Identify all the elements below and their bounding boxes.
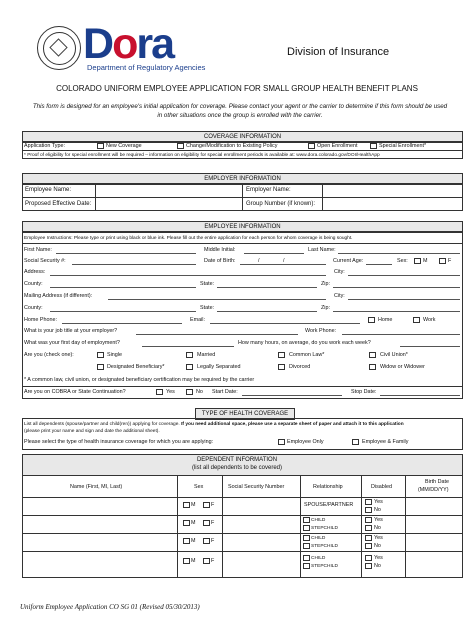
dependent-subheader: (list all dependents to be covered) [191,465,283,471]
col-name: Name (First, MI, Last) [70,484,123,490]
dep3-sex-m-label: M [191,538,196,544]
home-phone-label: Home Phone: [24,317,57,323]
single-label: Single [107,352,122,358]
dependent-header: DEPENDENT INFORMATION [196,457,278,463]
dep3-sex-m-checkbox[interactable] [183,538,190,544]
col-relationship: Relationship [313,484,343,490]
dep3-child-checkbox[interactable] [303,535,310,541]
sex-f-label: F [448,258,452,264]
dep2-stepchild-checkbox[interactable] [303,525,310,531]
dep3-sex-f-checkbox[interactable] [203,538,210,544]
employee-instructions: Employee Instructions: Please type or print using black or blue ink. Please fill out the entire application for each person for whom coverage is being sought. [24,236,353,241]
sex-m-label: M [423,258,428,264]
col-sex: Sex [194,484,204,490]
last-name-label: Last Name: [308,247,336,253]
email-field[interactable] [210,323,360,324]
cobra-no-checkbox[interactable] [186,389,193,395]
employee-name-label: Employee Name: [25,187,72,193]
dep4-child-checkbox[interactable] [303,555,310,561]
employee-header: EMPLOYEE INFORMATION [22,221,463,233]
cobra-yes-label: Yes [166,389,175,395]
zip-label: Zip: [321,281,330,287]
group-number-label: Group Number (if known): [246,201,316,207]
hours-label: How many hours, on average, do you work each week? [238,340,371,346]
mailing-state-field[interactable] [217,311,317,312]
col-ssn: Social Security Number [228,484,285,490]
dep1-disabled-no-checkbox[interactable] [365,507,372,513]
common-law-label: Common Law* [289,352,325,358]
start-date-field[interactable] [242,395,342,396]
common-law-checkbox[interactable] [278,352,285,358]
proposed-effective-date-label: Proposed Effective Date: [25,201,92,207]
dep4-sex-f-checkbox[interactable] [203,558,210,564]
civil-union-label: Civil Union* [380,352,408,358]
stop-date-label: Stop Date: [351,389,377,395]
department-name: Department of Regulatory Agencies [87,63,206,72]
first-name-label: First Name: [24,247,52,253]
list-dependents-text [24,421,404,428]
dob-slash-2: / [283,258,285,264]
city-field[interactable] [348,275,460,276]
address-label: Address: [24,269,46,275]
state-seal [37,26,81,70]
dep4-stepchild-checkbox[interactable] [303,563,310,569]
form-intro [20,102,460,120]
state-field[interactable] [217,287,317,288]
dep1-sex-f-label: F [211,502,215,508]
middle-initial-label: Middle Initial: [204,247,236,253]
new-coverage-label: New Coverage [106,143,142,149]
dep1-relationship: SPOUSE/PARTNER [304,502,354,508]
dep2-child-checkbox[interactable] [303,517,310,523]
form-footer: Uniform Employee Application CO SG 01 (Revised 05/30/2013) [20,603,200,611]
dep2-child-label: CHILD [311,518,326,523]
ssn-field[interactable] [72,264,196,265]
dep1-disabled-yes-checkbox[interactable] [365,499,372,505]
list-dependents-text-2: (please print your name and sign and date the additional sheet). [24,429,160,434]
dep4-sex-m-checkbox[interactable] [183,558,190,564]
group-number-field[interactable] [324,199,461,210]
intro-line-1: This form is designed for an employee's initial application for coverage. Please contact your agent or the carrier to determine if this form should be used [32,103,448,110]
job-title-label: What is your job title at your employer? [24,328,118,334]
dep2-disabled-yes-checkbox[interactable] [365,517,372,523]
employer-header: EMPLOYER INFORMATION [22,173,463,185]
widow-label: Widow or Widower [380,364,425,370]
home-phone-field[interactable] [62,323,182,324]
common-law-note: * A common law, civil union, or designated beneficiary certification may be required by the carrier [24,377,255,383]
new-coverage-checkbox[interactable] [97,143,104,149]
job-title-field[interactable] [136,334,298,335]
dep1-yes-label: Yes [374,499,383,505]
first-name-field[interactable] [56,253,196,254]
dep1-no-label: No [374,507,381,513]
zip-field[interactable] [333,287,460,288]
open-enrollment-checkbox[interactable] [308,143,315,149]
married-checkbox[interactable] [186,352,193,358]
dep3-child-label: CHILD [311,536,326,541]
change-modification-checkbox[interactable] [177,143,184,149]
legally-separated-checkbox[interactable] [186,364,193,370]
dep2-sex-m-label: M [191,520,196,526]
dep4-disabled-no-checkbox[interactable] [365,563,372,569]
city-label: City: [334,269,345,275]
mailing-county-field[interactable] [50,311,196,312]
sex-label: Sex: [397,258,408,264]
dep4-stepchild-label: STEPCHILD [311,564,338,569]
last-name-field[interactable] [338,253,460,254]
employee-only-label: Employee Only [287,439,324,445]
special-enrollment-note: * Proof of eligibility for special enrollment will be required – information on eligibility for special enrollment periods is available at: www.dora.colorado.gov/DOI/HealthApp [24,153,380,158]
ssn-label: Social Security #: [24,258,66,264]
county-field[interactable] [50,287,196,288]
col-disabled: Disabled [371,484,392,490]
divorced-checkbox[interactable] [278,364,285,370]
dep4-child-label: CHILD [311,556,326,561]
health-coverage-header: TYPE OF HEALTH COVERAGE [195,408,295,420]
employee-family-checkbox[interactable] [352,439,359,445]
dora-logo: Dora [83,20,173,68]
employee-section [22,231,463,399]
dep2-no-label: No [374,525,381,531]
employee-family-label: Employee & Family [362,439,409,445]
mailing-county-label: County: [24,305,43,311]
sex-m-checkbox[interactable] [414,258,421,264]
list-dependents-text-b: If you need additional space, please use a separate sheet of paper and attach it to this application [181,422,404,427]
seal-emblem-icon [49,38,67,56]
change-modification-label: Change/Modification to Existing Policy [186,143,278,149]
dep4-yes-label: Yes [374,555,383,561]
current-age-label: Current Age: [333,258,364,264]
dep1-sex-f-checkbox[interactable] [203,502,210,508]
civil-union-checkbox[interactable] [369,352,376,358]
divorced-label: Divorced [289,364,311,370]
dep3-disabled-no-checkbox[interactable] [365,543,372,549]
date-of-birth-label: Date of Birth: [204,258,236,264]
cobra-yes-checkbox[interactable] [156,389,163,395]
mailing-zip-label: Zip: [321,305,330,311]
mailing-address-label: Mailing Address (if different): [24,293,93,299]
coverage-header: COVERAGE INFORMATION [22,131,463,143]
dep4-sex-m-label: M [191,558,196,564]
employer-name-field[interactable] [324,185,461,196]
home-email-checkbox[interactable] [368,317,375,323]
work-email-checkbox[interactable] [413,317,420,323]
county-label: County: [24,281,43,287]
dob-slash-1: / [258,258,260,264]
dep3-no-label: No [374,543,381,549]
single-checkbox[interactable] [97,352,104,358]
cobra-no-label: No [196,389,203,395]
dep1-sex-m-label: M [191,502,196,508]
open-enrollment-label: Open Enrollment [317,143,358,149]
mailing-city-field[interactable] [348,299,460,300]
form-title: COLORADO UNIFORM EMPLOYEE APPLICATION FOR SMALL GROUP HEALTH BENEFIT PLANS [56,84,418,93]
select-coverage-label: Please select the type of health insurance coverage for which you are applying: [24,439,214,445]
dep1-sex-m-checkbox[interactable] [183,502,190,508]
employer-name-label: Employer Name: [246,187,291,193]
dep2-sex-f-checkbox[interactable] [203,520,210,526]
mailing-city-label: City: [334,293,345,299]
work-email-label: Work [423,317,436,323]
employee-name-field[interactable] [97,185,240,196]
legally-separated-label: Legally Separated [197,364,241,370]
employee-only-checkbox[interactable] [278,439,285,445]
dep3-stepchild-label: STEPCHILD [311,544,338,549]
address-field[interactable] [50,275,326,276]
dep2-stepchild-label: STEPCHILD [311,526,338,531]
designated-beneficiary-label: Designated Beneficiary* [107,364,165,370]
first-day-label: What was your first day of employment? [24,340,120,346]
special-enrollment-label: Special Enrollment* [379,143,427,149]
list-dependents-text-a: List all dependents (spouse/partner and child(ren)) applying for coverage. [24,422,180,427]
dep2-disabled-no-checkbox[interactable] [365,525,372,531]
dep4-no-label: No [374,563,381,569]
middle-initial-field[interactable] [244,253,304,254]
widow-checkbox[interactable] [369,364,376,370]
dep2-yes-label: Yes [374,517,383,523]
cobra-label: Are you on COBRA or State Continuation? [24,389,126,395]
hours-field[interactable] [400,346,460,347]
mailing-zip-field[interactable] [333,311,460,312]
intro-line-2: in other situations once the group is enrolled with the carrier. [157,112,323,119]
work-phone-label: Work Phone: [305,328,337,334]
state-label: State: [200,281,215,287]
dep3-yes-label: Yes [374,535,383,541]
current-age-field[interactable] [366,264,392,265]
email-label: Email: [190,317,205,323]
sex-f-checkbox[interactable] [439,258,446,264]
start-date-label: Start Date: [212,389,238,395]
home-email-label: Home [378,317,393,323]
dep2-sex-m-checkbox[interactable] [183,520,190,526]
work-phone-field[interactable] [342,334,460,335]
dep2-sex-f-label: F [211,520,215,526]
designated-beneficiary-checkbox[interactable] [97,364,104,370]
dep3-stepchild-checkbox[interactable] [303,543,310,549]
mailing-state-label: State: [200,305,215,311]
col-birthdate: Birth Date [425,479,449,485]
dep3-disabled-yes-checkbox[interactable] [365,535,372,541]
dep4-sex-f-label: F [211,558,215,564]
division-title: Division of Insurance [287,46,390,58]
married-label: Married [197,352,216,358]
check-one-label: Are you (check one): [24,352,74,358]
col-birthdate-format: (MM/DD/YY) [418,487,449,493]
special-enrollment-checkbox[interactable] [370,143,377,149]
stop-date-field[interactable] [380,395,460,396]
proposed-effective-date-field[interactable] [97,199,240,210]
mailing-address-field[interactable] [108,299,326,300]
first-day-field[interactable] [142,346,234,347]
application-type-label: Application Type: [24,143,65,149]
dep4-disabled-yes-checkbox[interactable] [365,555,372,561]
dep3-sex-f-label: F [211,538,215,544]
